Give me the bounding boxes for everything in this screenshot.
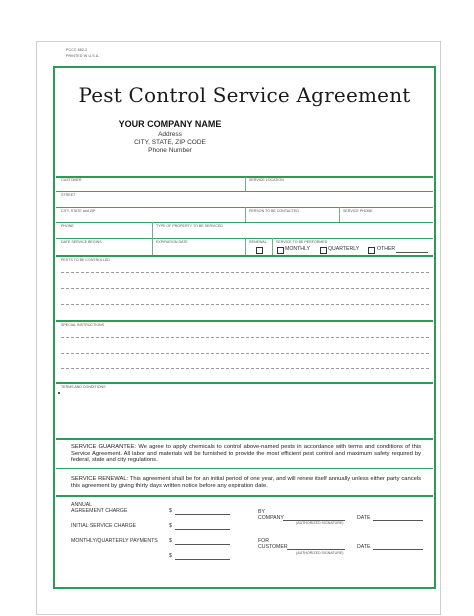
- printed-in: PRINTED IN U.S.A.: [66, 54, 100, 58]
- for-label: FOR: [258, 538, 269, 544]
- renewal-checkbox[interactable]: [256, 247, 263, 254]
- phone-label: PHONE: [61, 224, 74, 228]
- customer-sign-label: CUSTOMER: [258, 544, 288, 550]
- grid-divider: [339, 207, 340, 222]
- service-phone-label: SERVICE PHONE: [343, 209, 373, 213]
- annual-charge-label-1: ANNUAL: [71, 502, 93, 508]
- write-line[interactable]: [61, 353, 429, 354]
- street-label: STREET: [61, 193, 76, 197]
- customer-authorized-signature-caption: (AUTHORIZED SIGNATURE): [296, 551, 344, 555]
- periodic-payments-label: MONTHLY/QUARTERLY PAYMENTS: [71, 538, 158, 544]
- currency-sign: $: [169, 553, 172, 559]
- currency-sign: $: [169, 508, 172, 514]
- monthly-label: MONTHLY: [285, 246, 310, 252]
- expiration-date-label: EXPIRATION DATE: [156, 240, 188, 244]
- customer-date-line[interactable]: [373, 549, 423, 550]
- periodic-payments-input[interactable]: [175, 544, 230, 545]
- service-renewal-text: SERVICE RENEWAL: This agreement shall be for an initial period of one year, and will renew itself annually unless either party cancels this agreement by giving thirty days written notice before any expiration date.: [71, 476, 421, 489]
- company-sign-label: COMPANY: [258, 515, 284, 521]
- page-title: Pest Control Service Agreement: [78, 83, 411, 107]
- grid-divider: [245, 207, 246, 222]
- date-service-begins-label: DATE SERVICE BEGINS: [61, 240, 102, 244]
- grid-divider: [245, 177, 246, 191]
- extra-payment-input[interactable]: [175, 559, 230, 560]
- write-line[interactable]: [61, 272, 429, 273]
- renewal-label: RENEWAL: [249, 240, 267, 244]
- write-line[interactable]: [61, 288, 429, 289]
- service-performed-label: SERVICE TO BE PERFORMED: [276, 240, 328, 244]
- quarterly-label: QUARTERLY: [328, 246, 360, 252]
- form-number: PCCC 882-2: [66, 48, 88, 52]
- other-input-line[interactable]: [396, 252, 428, 253]
- monthly-checkbox[interactable]: [277, 247, 284, 254]
- company-authorized-signature-caption: (AUTHORIZED SIGNATURE): [296, 521, 344, 525]
- property-type-label: TYPE OF PROPERTY TO BE SERVICED: [156, 224, 223, 228]
- write-line[interactable]: [61, 368, 429, 369]
- section-divider: [56, 495, 433, 497]
- initial-charge-label: INITIAL SERVICE CHARGE: [71, 523, 137, 529]
- company-address: Address: [158, 131, 182, 138]
- section-divider: [56, 468, 433, 469]
- write-line[interactable]: [61, 337, 429, 338]
- section-divider: [56, 438, 433, 440]
- currency-sign: $: [169, 523, 172, 529]
- service-location-label: SERVICE LOCATION: [249, 178, 284, 182]
- grid-divider: [152, 238, 153, 255]
- by-label: BY: [258, 509, 265, 515]
- company-phone: Phone Number: [148, 147, 192, 154]
- special-instructions-label: SPECIAL INSTRUCTIONS: [61, 323, 104, 327]
- company-date-label: DATE: [357, 515, 371, 521]
- company-date-line[interactable]: [373, 520, 423, 521]
- terms-bullet: [58, 392, 60, 394]
- annual-charge-input[interactable]: [175, 514, 230, 515]
- customer-label: CUSTOMER: [61, 178, 82, 182]
- grid-line: [56, 222, 433, 223]
- person-contacted-label: PERSON TO BE CONTACTED: [249, 209, 299, 213]
- write-line[interactable]: [61, 304, 429, 305]
- grid-divider: [152, 222, 153, 238]
- pests-label: PESTS TO BE CONTROLLED: [61, 258, 110, 262]
- grid-divider: [272, 238, 273, 255]
- currency-sign: $: [169, 538, 172, 544]
- company-city-state-zip: CITY, STATE, ZIP CODE: [134, 139, 206, 146]
- city-state-zip-label: CITY, STATE and ZIP: [61, 209, 96, 213]
- quarterly-checkbox[interactable]: [320, 247, 327, 254]
- other-checkbox[interactable]: [368, 247, 375, 254]
- section-divider: [56, 320, 433, 322]
- customer-signature-line[interactable]: [287, 549, 345, 550]
- grid-divider: [245, 238, 246, 255]
- initial-charge-input[interactable]: [175, 529, 230, 530]
- service-guarantee-text: SERVICE GUARANTEE: We agree to apply chemicals to control above-named pests in accordance with terms and conditions of this Service Agreement. All labor and materials will be furnished to provide the most efficient pest control and maximum safety required by federal, state and city regulations.: [71, 444, 421, 464]
- grid-line: [56, 191, 433, 192]
- grid-line: [56, 255, 433, 257]
- terms-label: TERMS AND CONDITIONS: [61, 385, 106, 389]
- company-name: YOUR COMPANY NAME: [118, 119, 222, 129]
- customer-date-label: DATE: [357, 544, 371, 550]
- annual-charge-label-2: AGREEMENT CHARGE: [71, 508, 128, 514]
- other-label: OTHER: [377, 246, 396, 252]
- section-divider: [56, 382, 433, 384]
